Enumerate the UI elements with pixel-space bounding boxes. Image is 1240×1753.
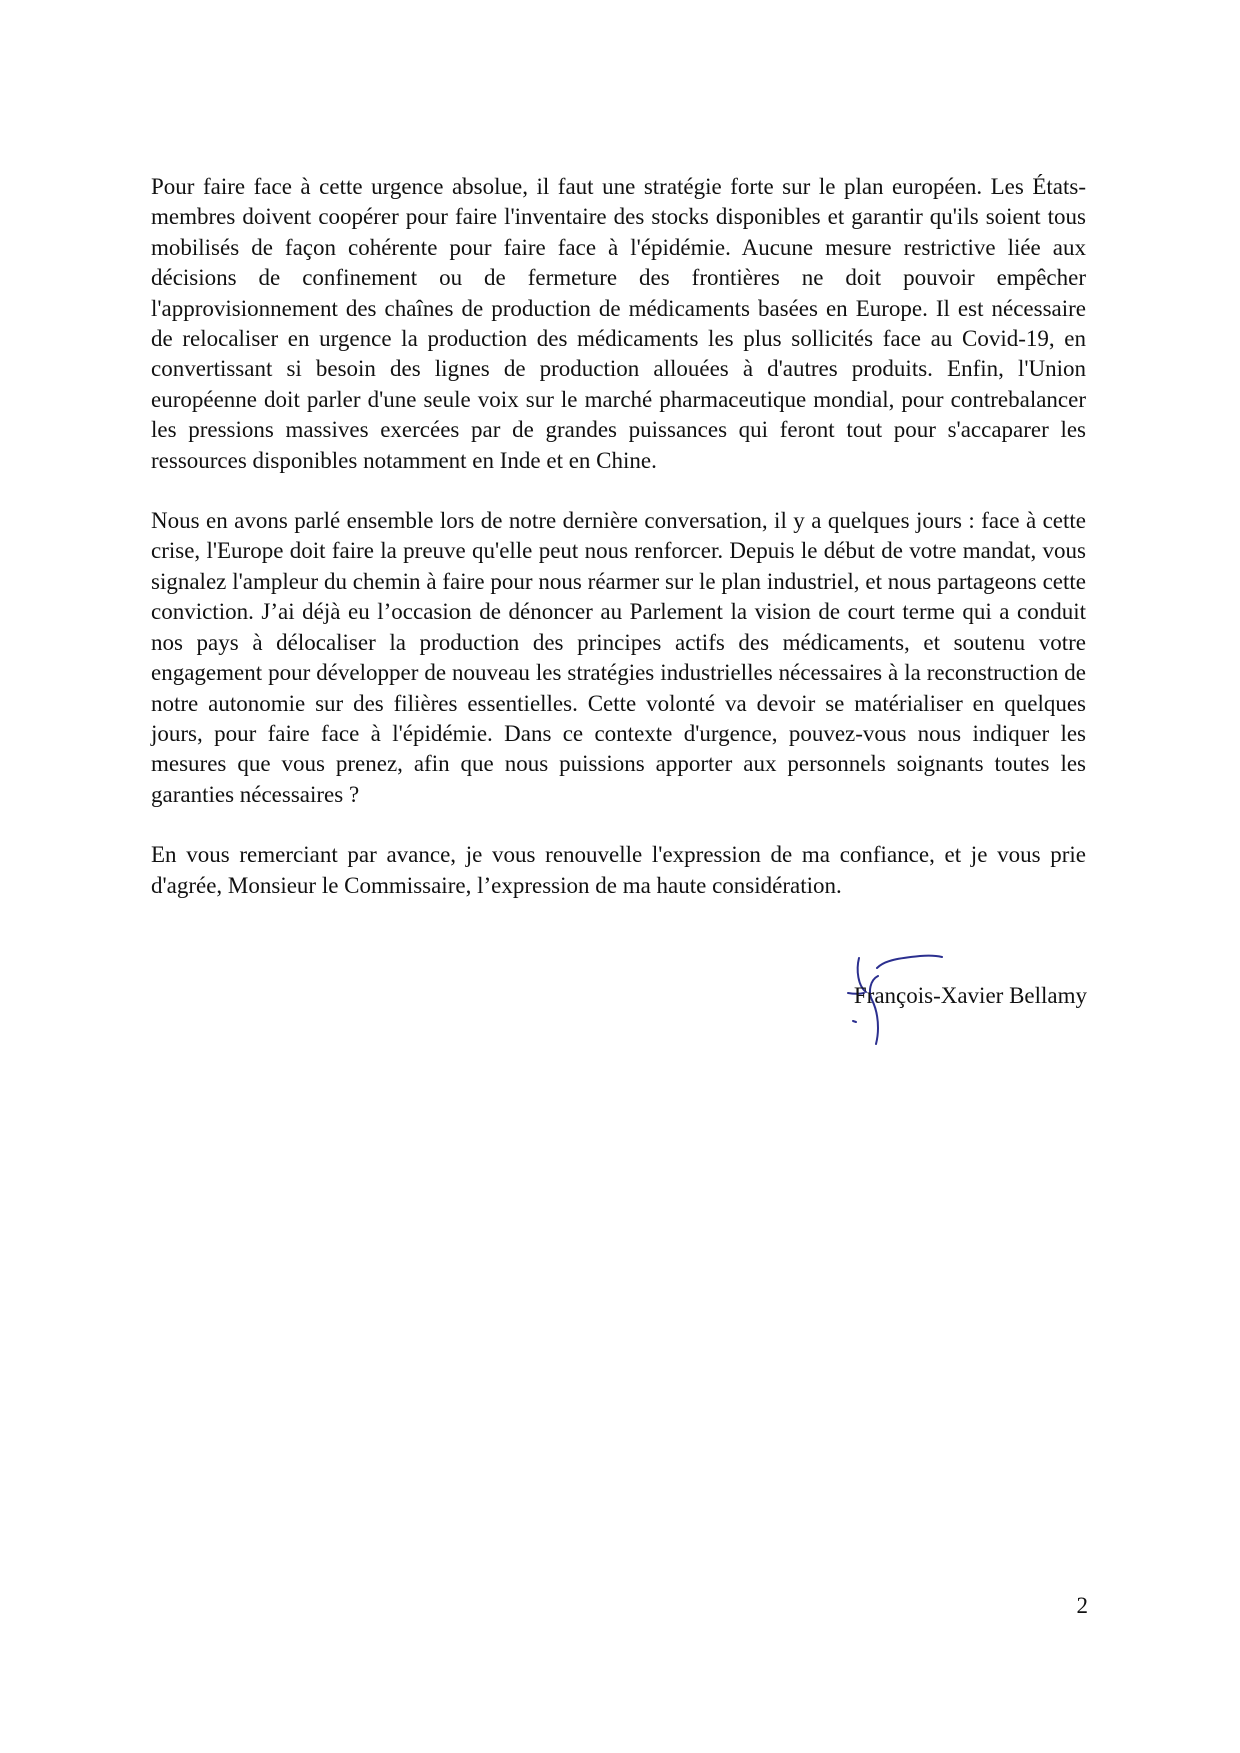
paragraph-industrial-autonomy: Nous en avons parlé ensemble lors de notre dernière conversation, il y a quelques jours : face à cette crise, l'Europe doit faire la preuve qu'elle peut nous renforcer. Depuis le début de votre mandat, vous signalez l'ampleur du chemin à faire pour nous réarmer sur le plan industriel, et nous partageons cette conviction. J’ai déjà eu l’occasion de dénoncer au Parlement la vision de court terme qui a conduit nos pays à délocaliser la production des principes actifs des médicaments, et soutenu votre engagement pour développer de nouveau les stratégies industrielles nécessaires à la reconstruction de notre autonomie sur des filières essentielles. Cette volonté va devoir se matérialiser en quelques jours, pour faire face à l'épidémie. Dans ce contexte d'urgence, pouvez-vous nous indiquer les mesures que vous prenez, afin que nous puissions apporter aux personnels soignants toutes les garanties nécessaires ? bbox=[151, 508, 1086, 807]
signatory-name: François-Xavier Bellamy bbox=[853, 983, 1087, 1008]
paragraph-closing: En vous remerciant par avance, je vous renouvelle l'expression de ma confiance, et je vous prie d'agrée, Monsieur le Commissaire, l’expression de ma haute considération. bbox=[151, 842, 1086, 898]
page-number: 2 bbox=[1076, 1593, 1088, 1618]
paragraph-european-strategy: Pour faire face à cette urgence absolue, il faut une stratégie forte sur le plan européen. Les États-membres doivent coopérer pour faire l'inventaire des stocks disponibles et garantir qu'ils soient tous mobilisés de façon cohérente pour faire face à l'épidémie. Aucune mesure restrictive liée aux décisions de confinement ou de fermeture des frontières ne doit pouvoir empêcher l'approvisionnement des chaînes de production de médicaments basées en Europe. Il est nécessaire de relocaliser en urgence la production des médicaments les plus sollicités face au Covid-19, en convertissant si besoin des lignes de production allouées à d'autres produits. Enfin, l'Union européenne doit parler d'une seule voix sur le marché pharmaceutique mondial, pour contrebalancer les pressions massives exercées par de grandes puissances qui feront tout pour s'accaparer les ressources disponibles notamment en Inde et en Chine. bbox=[151, 174, 1086, 473]
letter-body bbox=[151, 172, 1086, 901]
signature-block bbox=[820, 920, 1100, 1060]
